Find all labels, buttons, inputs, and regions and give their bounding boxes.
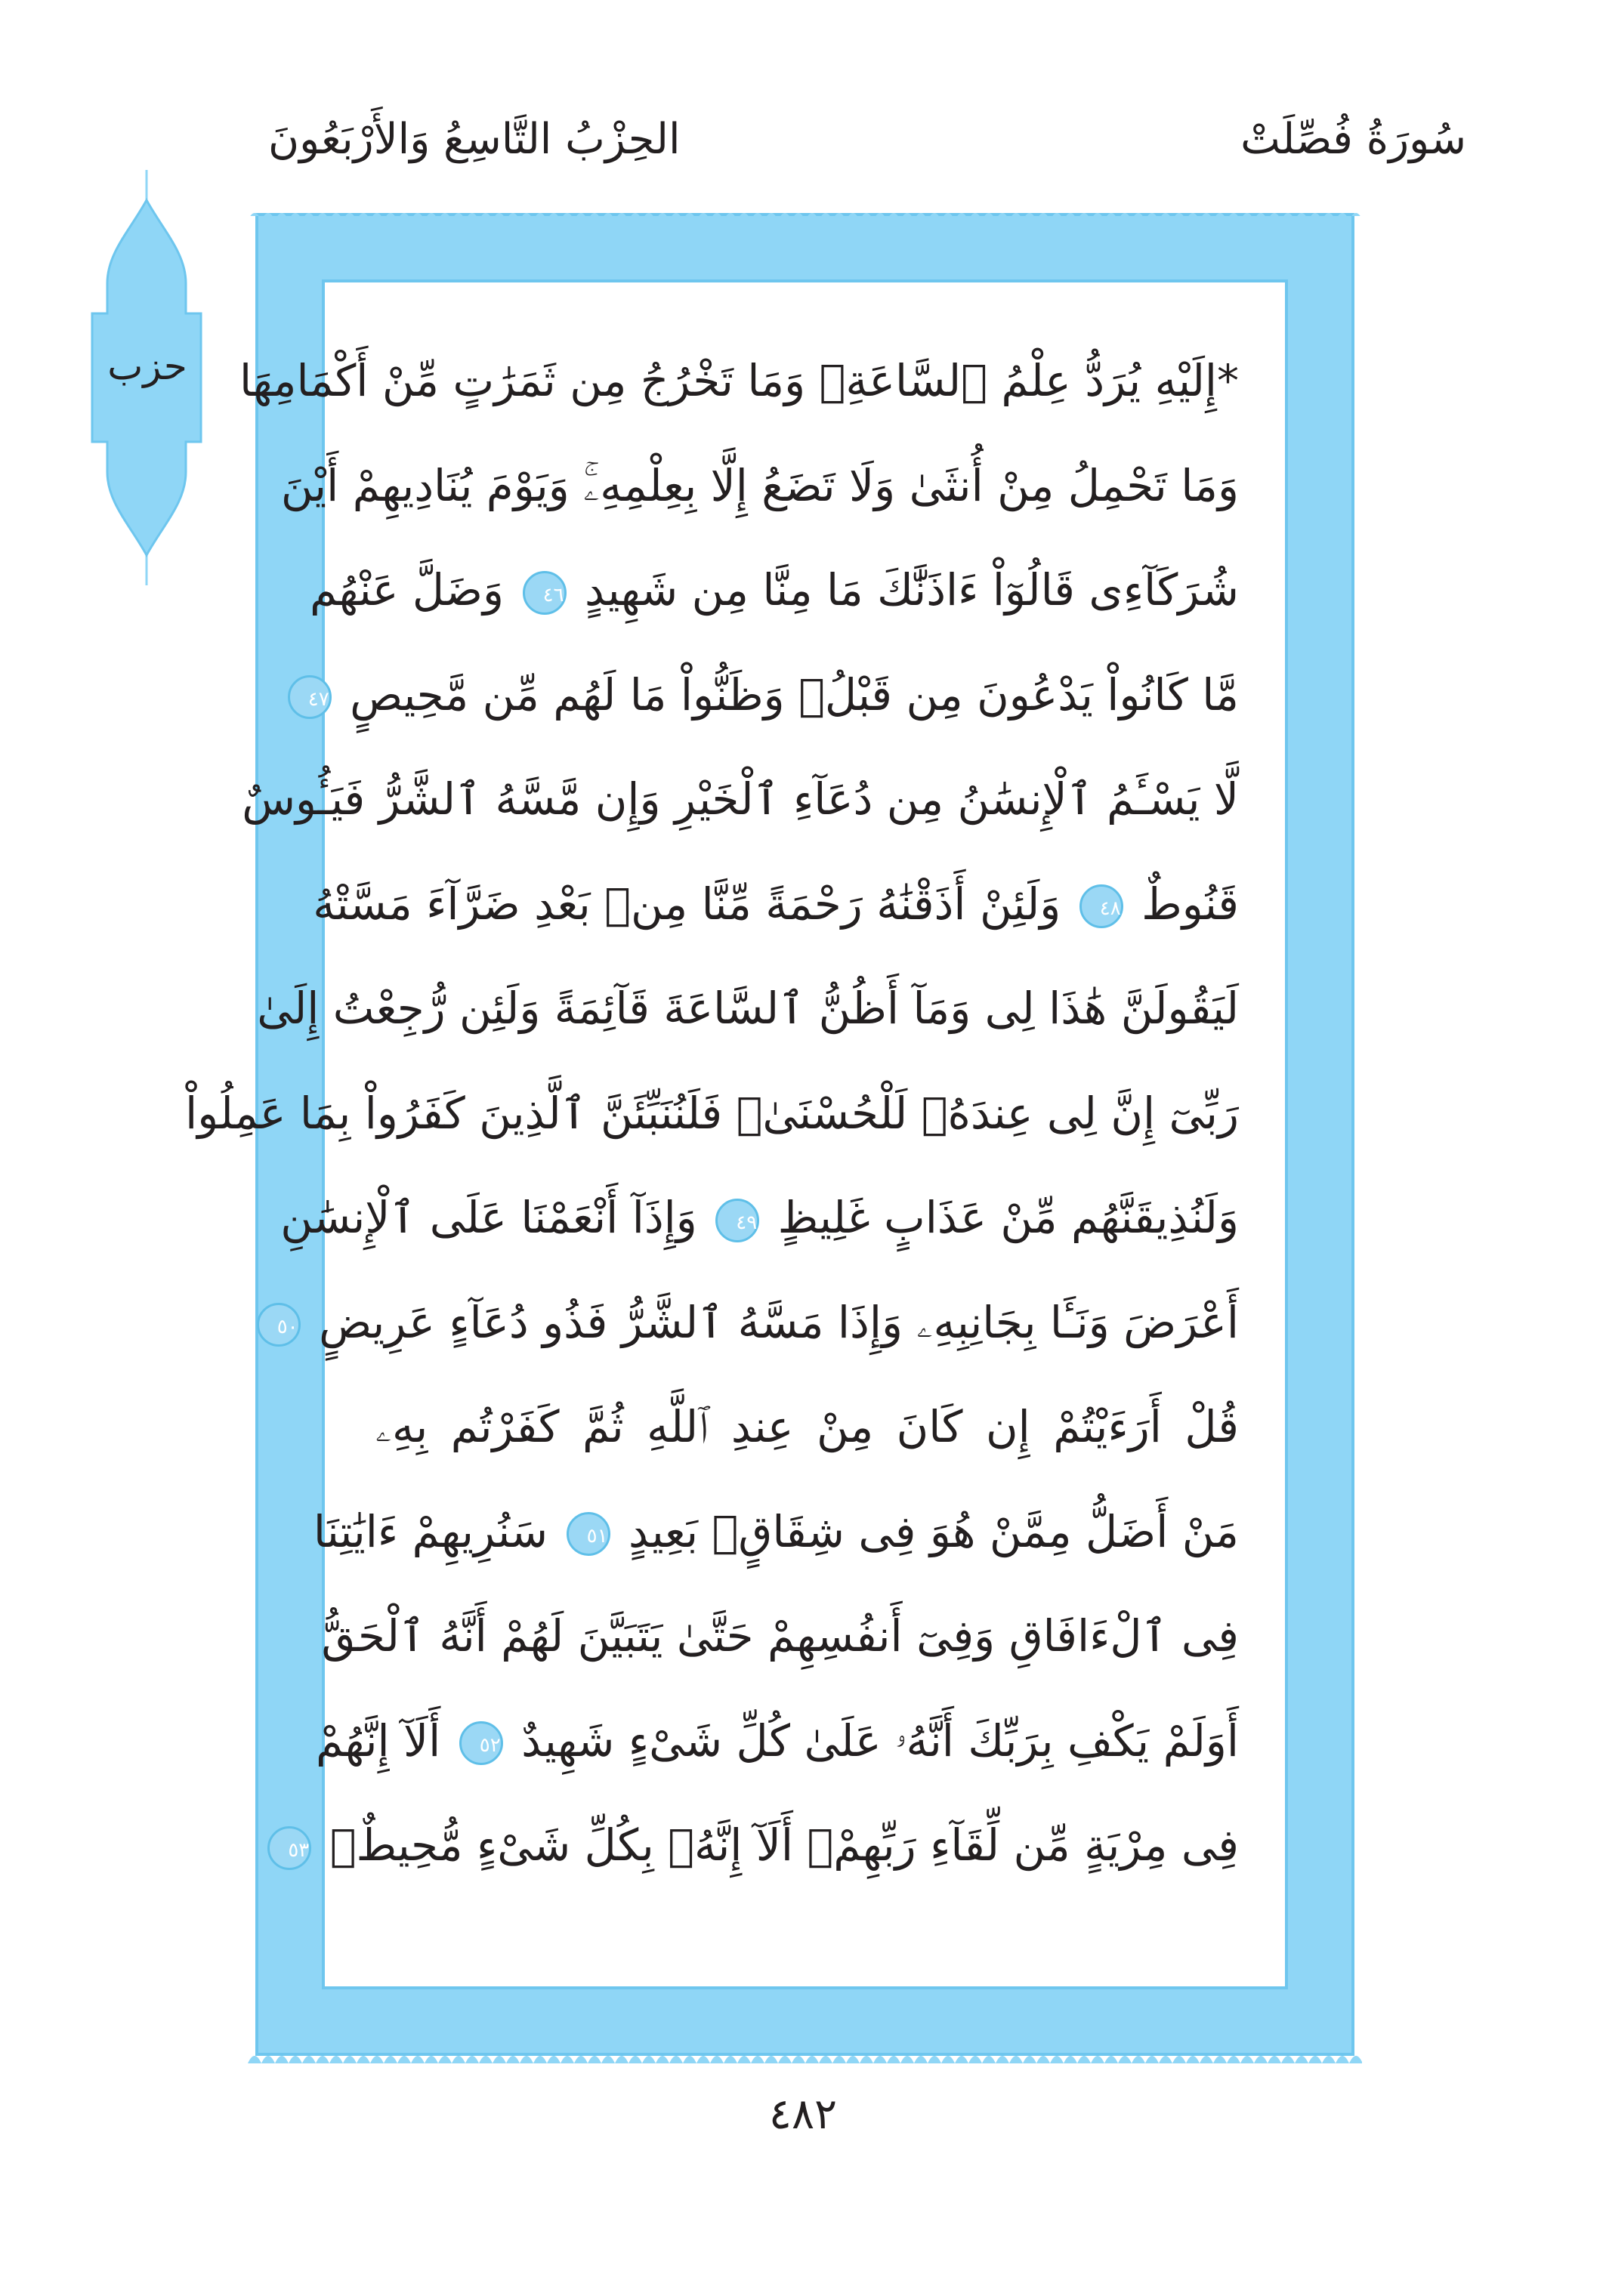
verse-line [375, 1375, 1239, 1480]
verse-text: مَّا كَانُواْ يَدْعُونَ مِن قَبْلُۖ وَظَنُّواْ مَا لَهُم مِّن مَّحِيصٍ [350, 668, 1239, 721]
verse-text: أَوَلَمْ يَكْفِ بِرَبِّكَ أَنَّهُۥ عَلَىٰ كُلِّ شَىْءٍ شَهِيدٌ [521, 1714, 1239, 1767]
ayah-number-marker: ٤٨ [1079, 884, 1123, 928]
verse-line [257, 956, 1239, 1061]
surah-name: سُورَةُ فُصِّلَتْ [1240, 115, 1466, 164]
hizb-name: الحِزْبُ التَّاسِعُ وَالأَرْبَعُونَ [268, 115, 681, 164]
ayah-number-marker: ٥٠ [257, 1303, 301, 1347]
verse-text: وَلَنُذِيقَنَّهُم مِّنْ عَذَابٍ غَلِيظٍ [777, 1192, 1239, 1243]
verse-text: شُرَكَآءِى قَالُوٓاْ ءَاذَنَّٰكَ مَا مِنَّا مِن شَهِيدٍ [584, 564, 1239, 616]
verse-line [288, 1793, 1239, 1898]
verse-text: قَنُوطٌ [1141, 878, 1239, 930]
verse-line [280, 1165, 1239, 1270]
verse-line [276, 1270, 1239, 1375]
verse-text: مَنْ أَضَلُّ مِمَّنْ هُوَ فِى شِقَاقٍۭ بَعِيدٍ [629, 1505, 1239, 1557]
verse-line [313, 1480, 1239, 1585]
verse-text: أَلَآ إِنَّهُمْ [316, 1714, 441, 1767]
verse-text: وَلَئِنْ أَذَقْنَٰهُ رَحْمَةً مِّنَّا مِنۢ بَعْدِ ضَرَّآءَ مَسَّتْهُ [313, 878, 1061, 930]
verse-line [242, 747, 1239, 852]
verse-text: رَبِّىٓ إِنَّ لِى عِندَهُۥ لَلْحُسْنَىٰۚ فَلَنُنَبِّئَنَّ ٱلَّذِينَ كَفَرُواْ بِمَا عَمِلُواْ [185, 1087, 1239, 1139]
ayah-number-marker: ٥٢ [459, 1721, 503, 1765]
verse-text: لَيَقُولَنَّ هَٰذَا لِى وَمَآ أَظُنُّ ٱلسَّاعَةَ قَآئِمَةً وَلَئِن رُّجِعْتُ إِلَىٰ [257, 983, 1239, 1034]
verse-text: أَعْرَضَ وَنَـَٔا بِجَانِبِهِۦ وَإِذَا مَسَّهُ ٱلشَّرُّ فَذُو دُعَآءٍ عَرِيضٍ [319, 1296, 1239, 1348]
verse-text: وَإِذَآ أَنْعَمْنَا عَلَى ٱلْإِنسَٰنِ [280, 1192, 697, 1243]
quran-text-panel [185, 291, 1280, 1983]
verse-text: *إِلَيْهِ يُرَدُّ عِلْمُ ٱلسَّاعَةِۚ وَمَا تَخْرُجُ مِن ثَمَرَٰتٍ مِّنْ أَكْمَامِهَا [239, 355, 1239, 406]
ayah-number-marker: ٥١ [567, 1512, 610, 1556]
verse-line [321, 1584, 1239, 1689]
ayah-number-marker: ٤٧ [288, 675, 332, 719]
ayah-number-marker: ٤٩ [715, 1199, 759, 1242]
verse-text: فِى مِرْيَةٍ مِّن لِّقَآءِ رَبِّهِمْۗ أَلَآ إِنَّهُۥ بِكُلِّ شَىْءٍ مُّحِيطٌۢ [329, 1819, 1239, 1871]
verse-text: سَنُرِيهِمْ ءَايَٰتِنَا [313, 1505, 548, 1557]
ayah-number-marker: ٥٣ [267, 1826, 311, 1870]
ayah-number-marker: ٤٦ [523, 571, 567, 615]
page-number: ٤٨٢ [768, 2090, 838, 2139]
verse-text: قُلْ أَرَءَيْتُمْ إِن كَانَ مِنْ عِندِ ٱللَّهِ ثُمَّ كَفَرْتُم بِهِۦ [375, 1401, 1239, 1452]
verse-line [316, 1689, 1239, 1794]
verse-text: وَضَلَّ عَنْهُم [310, 564, 505, 616]
verse-text: وَمَا تَحْمِلُ مِنْ أُنثَىٰ وَلَا تَضَعُ إِلَّا بِعِلْمِهِۦۚ وَيَوْمَ يُنَادِيهِمْ أَيْنَ [280, 459, 1239, 511]
verse-line [280, 434, 1239, 539]
verse-text: لَّا يَسْـَٔمُ ٱلْإِنسَٰنُ مِن دُعَآءِ ٱلْخَيْرِ وَإِن مَّسَّهُ ٱلشَّرُّ فَيَـُٔوسٌ [242, 773, 1239, 825]
verse-line [310, 538, 1239, 643]
verse-line [185, 1061, 1239, 1166]
hizb-label: حزب [107, 344, 187, 388]
verse-text: فِى ٱلْءَافَاقِ وَفِىٓ أَنفُسِهِمْ حَتَّىٰ يَتَبَيَّنَ لَهُمْ أَنَّهُ ٱلْحَقُّ [321, 1610, 1239, 1662]
verse-line [307, 643, 1239, 748]
verse-line [313, 852, 1239, 957]
verse-line [239, 329, 1239, 434]
